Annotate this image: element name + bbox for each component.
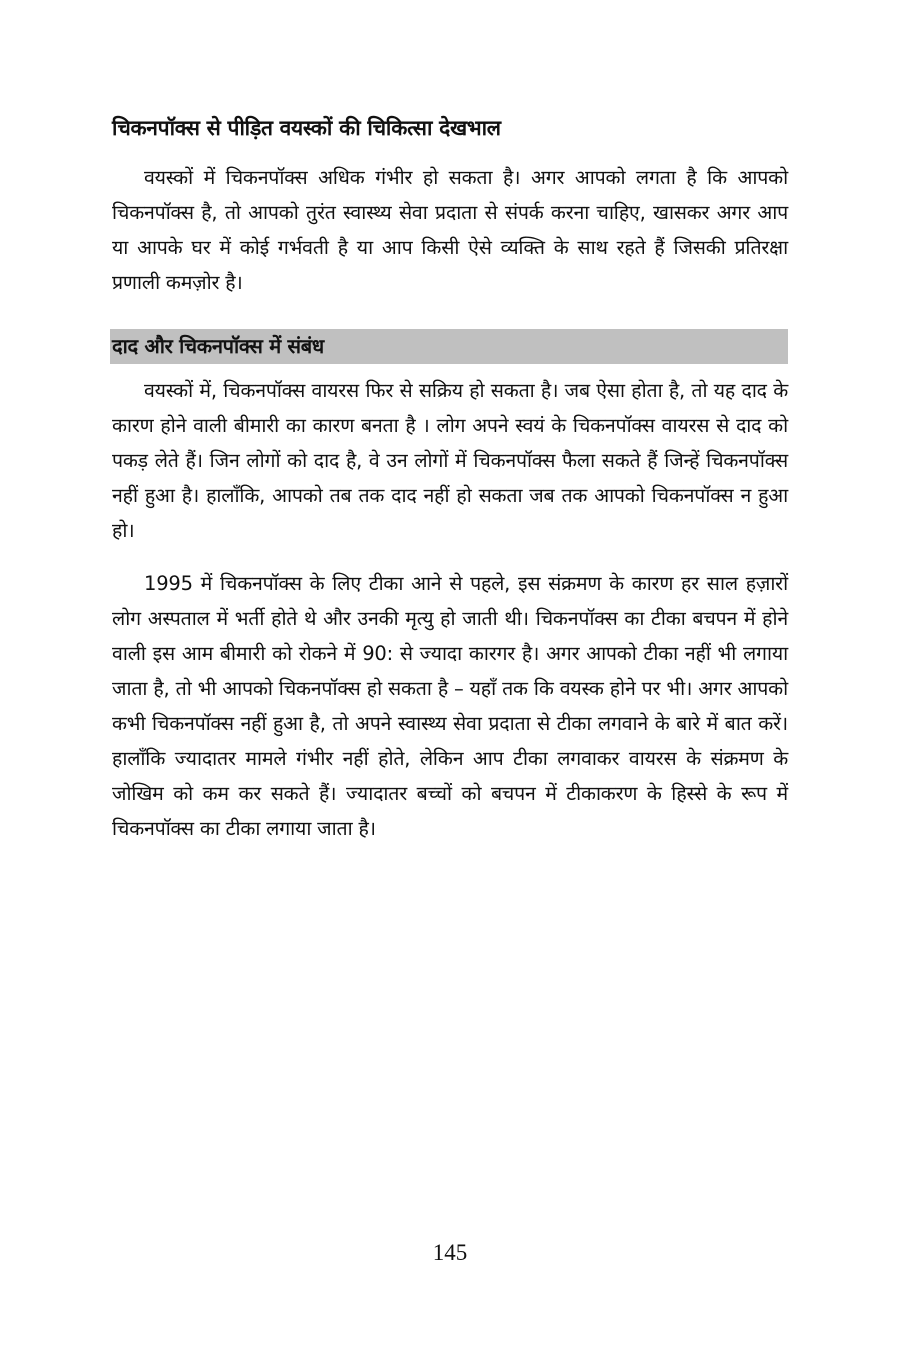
page-number: 145 [432, 1240, 468, 1265]
paragraph-vaccine: 1995 में चिकनपॉक्स के लिए टीका आने से पहले, इस संक्रमण के कारण हर साल हज़ारों लोग अस्पताल में भर्ती होते थे और उनकी मृत्यु हो जाती थी। चिकनपॉक्स का टीका बचपन में होने वाली इस आम बीमारी को रोकने में 90: से ज्यादा कारगर है। अगर आपको टीका नहीं भी लगाया जाता है, तो भी आपको चिकनपॉक्स हो सकता है – यहाँ तक कि वयस्क होने पर भी। अगर आपको कभी चिकनपॉक्स नहीं हुआ है, तो अपने स्वास्थ्य सेवा प्रदाता से टीका लगवाने के बारे में बात करें। हालाँकि ज्यादातर मामले गंभीर नहीं होते, लेकिन आप टीका लगवाकर वायरस के संक्रमण के जोखिम को कम कर सकते हैं। ज्यादातर बच्चों को बचपन में टीकाकरण के हिस्से के रूप में चिकनपॉक्स का टीका लगाया जाता है। [112, 572, 789, 840]
paragraph-shingles: वयस्कों में, चिकनपॉक्स वायरस फिर से सक्रिय हो सकता है। जब ऐसा होता है, तो यह दाद के कारण होने वाली बीमारी का कारण बनता है । लोग अपने स्वयं के चिकनपॉक्स वायरस से दाद को पकड़ लेते हैं। जिन लोगों को दाद है, वे उन लोगों में चिकनपॉक्स फैला सकते हैं जिन्हें चिकनपॉक्स नहीं हुआ है। हालाँकि, आपको तब तक दाद नहीं हो सकता जब तक आपको चिकनपॉक्स न हुआ हो। [112, 379, 788, 542]
page-content [112, 108, 788, 846]
paragraph-adult-care: वयस्कों में चिकनपॉक्स अधिक गंभीर हो सकता है। अगर आपको लगता है कि आपको चिकनपॉक्स है, तो आपको तुरंत स्वास्थ्य सेवा प्रदाता से संपर्क करना चाहिए, खासकर अगर आप या आपके घर में कोई गर्भवती है या आप किसी ऐसे व्यक्ति के साथ रहते हैं जिसकी प्रतिरक्षा प्रणाली कमज़ोर है। [112, 166, 788, 294]
section-heading-shingles: दाद और चिकनपॉक्स में संबंध [110, 329, 788, 364]
page-heading: चिकनपॉक्स से पीड़ित वयस्कों की चिकित्सा देखभाल [112, 116, 501, 140]
